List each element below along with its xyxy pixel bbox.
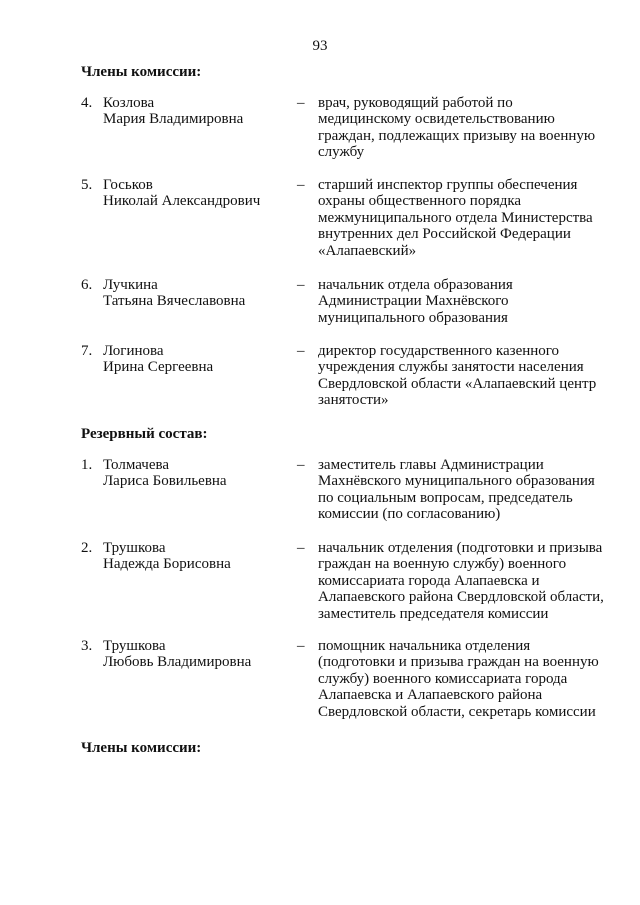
- position-line: Свердловской области «Алапаевский центр: [318, 375, 597, 392]
- entry-name: [103, 95, 293, 128]
- position-line: по социальным вопросам, председатель: [318, 489, 573, 506]
- position-line: «Алапаевский»: [318, 242, 417, 259]
- given-names: Лариса Бовильевна: [103, 473, 227, 490]
- entry-position: [318, 277, 618, 326]
- entry-position: [318, 540, 618, 622]
- entry-position: [318, 95, 618, 161]
- given-names: Любовь Владимировна: [103, 654, 252, 671]
- dash: –: [297, 277, 305, 293]
- entry-number: 2.: [81, 540, 93, 556]
- entry-position: [318, 638, 618, 720]
- position-line: граждан, подлежащих призыву на военную: [318, 127, 596, 144]
- given-names: Мария Владимировна: [103, 111, 244, 128]
- position-line: заместитель председателя комиссии: [318, 605, 549, 622]
- position-line: занятости»: [318, 392, 389, 409]
- position-line: граждан на военную службу) военного: [318, 556, 567, 573]
- given-names: Надежда Борисовна: [103, 556, 231, 573]
- dash: –: [297, 638, 305, 654]
- entry-number: 6.: [81, 277, 93, 293]
- position-line: Алапаевского района Свердловской области,: [318, 589, 604, 606]
- dash: –: [297, 95, 305, 111]
- section-heading-members: Члены комиссии:: [81, 64, 202, 80]
- position-line: службу: [318, 144, 365, 161]
- position-line: (подготовки и призыва граждан на военную: [318, 654, 599, 671]
- entry-position: [318, 343, 618, 409]
- surname: Госьков: [103, 177, 153, 193]
- dash: –: [297, 177, 305, 193]
- surname: Трушкова: [103, 540, 166, 556]
- dash: –: [297, 343, 305, 359]
- position-line: помощник начальника отделения: [318, 638, 531, 654]
- position-line: Алапаевска и Алапаевского района: [318, 687, 543, 704]
- given-names: Ирина Сергеевна: [103, 359, 214, 376]
- position-line: директор государственного казенного: [318, 343, 560, 359]
- position-line: охраны общественного порядка: [318, 193, 522, 210]
- entry-name: [103, 177, 293, 210]
- position-line: межмуниципального отдела Министерства: [318, 209, 593, 226]
- entry-number: 5.: [81, 177, 93, 193]
- page-number: 93: [312, 38, 328, 54]
- entry-position: [318, 457, 618, 523]
- section-heading-members-reserve: Члены комиссии:: [81, 740, 202, 756]
- position-line: комиссариата города Алапаевска и: [318, 572, 540, 589]
- position-line: службу) военного комиссариата города: [318, 670, 568, 687]
- entry-name: [103, 343, 293, 376]
- position-line: Свердловской области, секретарь комиссии: [318, 703, 596, 720]
- position-line: начальник отделения (подготовки и призыва: [318, 540, 603, 556]
- position-line: заместитель главы Администрации: [318, 457, 544, 473]
- surname: Козлова: [103, 95, 155, 111]
- surname: Лучкина: [103, 277, 158, 293]
- position-line: комиссии (по согласованию): [318, 506, 501, 523]
- dash: –: [297, 457, 305, 473]
- entry-number: 7.: [81, 343, 93, 359]
- section-heading-reserve: Резервный состав:: [81, 426, 208, 442]
- position-line: медицинскому освидетельствованию: [318, 111, 555, 128]
- entry-number: 1.: [81, 457, 93, 473]
- position-line: учреждения службы занятости населения: [318, 359, 584, 376]
- entry-number: 4.: [81, 95, 93, 111]
- entry-name: [103, 638, 293, 671]
- position-line: врач, руководящий работой по: [318, 95, 513, 111]
- entry-position: [318, 177, 618, 259]
- surname: Трушкова: [103, 638, 166, 654]
- entry-name: [103, 457, 293, 490]
- given-names: Николай Александрович: [103, 193, 261, 210]
- position-line: внутренних дел Российской Федерации: [318, 226, 571, 243]
- position-line: Администрации Махнёвского: [318, 293, 509, 310]
- position-line: начальник отдела образования: [318, 277, 513, 293]
- dash: –: [297, 540, 305, 556]
- surname: Логинова: [103, 343, 164, 359]
- entry-name: [103, 277, 293, 310]
- given-names: Татьяна Вячеславовна: [103, 293, 246, 310]
- surname: Толмачева: [103, 457, 170, 473]
- entry-name: [103, 540, 293, 573]
- position-line: Махнёвского муниципального образования: [318, 473, 595, 490]
- position-line: старший инспектор группы обеспечения: [318, 177, 578, 193]
- entry-number: 3.: [81, 638, 93, 654]
- position-line: муниципального образования: [318, 309, 508, 326]
